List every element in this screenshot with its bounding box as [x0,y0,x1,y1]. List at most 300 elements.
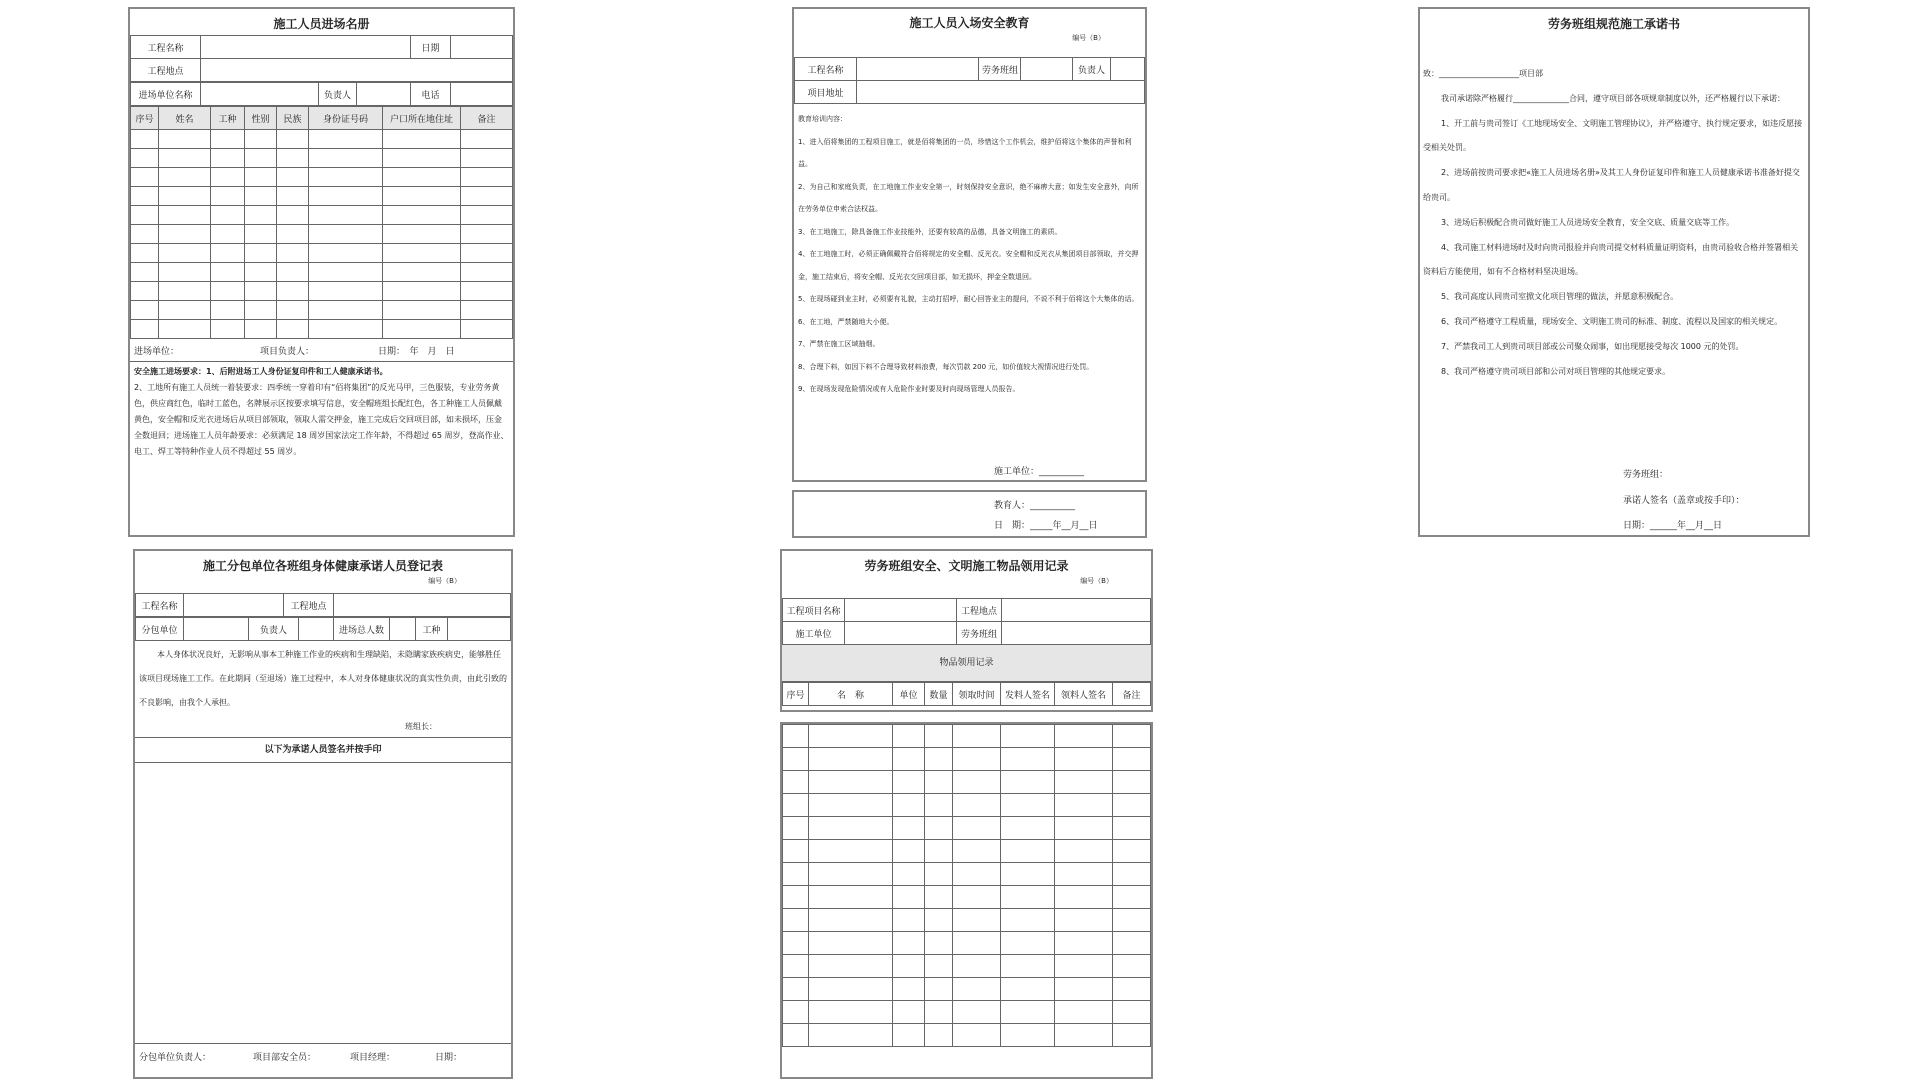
table-cell[interactable] [809,978,893,1001]
table-cell[interactable] [1113,817,1151,840]
table-cell[interactable] [783,978,809,1001]
supplies-rows [783,725,1151,1047]
field-leader[interactable] [299,618,334,641]
table-cell[interactable] [383,206,461,225]
document-supplies-record [780,549,1153,712]
table-cell[interactable] [1055,725,1113,748]
table-cell[interactable] [211,282,245,301]
education-item: 3、在工地施工，除具备施工作业技能外，还要有较高的品德，具备文明施工的素质。 [798,227,1062,236]
table-cell[interactable] [245,130,277,149]
supplies-column-table [782,682,1151,706]
table-cell[interactable] [383,320,461,339]
table-cell[interactable] [809,725,893,748]
table-cell[interactable] [131,301,159,320]
table-cell[interactable] [1055,771,1113,794]
col-header: 工种 [211,107,245,130]
table-cell[interactable] [1055,794,1113,817]
table-cell[interactable] [461,149,513,168]
table-cell[interactable] [809,863,893,886]
field-phone[interactable] [451,83,513,106]
table-cell[interactable] [783,909,809,932]
table-row [131,263,513,282]
table-cell[interactable] [1001,909,1055,932]
table-row [783,932,1151,955]
table-cell[interactable] [925,863,953,886]
label-phone: 电话 [411,83,451,106]
label-project-site: 工程地点 [131,59,201,82]
table-cell[interactable] [211,187,245,206]
table-cell[interactable] [893,955,925,978]
supplies-grid-table [782,724,1151,1047]
table-row [131,282,513,301]
table-cell[interactable] [131,263,159,282]
education-item: 2、为自己和家庭负责，在工地施工作业安全第一，时刻保持安全意识，绝不麻痹大意；如发生安全意外，向所在劳务单位申索合法权益。 [798,182,1139,213]
table-cell[interactable] [893,840,925,863]
table-cell[interactable] [277,282,309,301]
table-cell[interactable] [277,130,309,149]
sign-area[interactable] [135,763,511,1043]
table-cell[interactable] [211,320,245,339]
col-header: 数量 [925,683,953,706]
table-cell[interactable] [1113,863,1151,886]
table-cell[interactable] [383,149,461,168]
table-cell[interactable] [893,932,925,955]
table-cell[interactable] [461,187,513,206]
table-cell[interactable] [953,817,1001,840]
table-cell[interactable] [809,817,893,840]
pledge-item: 3、进场后积极配合贵司做好施工人员进场安全教育，安全交底、质量交底等工作。 [1441,217,1735,227]
table-cell[interactable] [245,149,277,168]
supplies-header-table [782,598,1151,645]
table-cell[interactable] [1113,1024,1151,1047]
table-cell[interactable] [245,320,277,339]
table-cell[interactable] [1001,932,1055,955]
table-cell[interactable] [309,282,383,301]
footer-unit: 进场单位： [134,347,180,357]
table-cell[interactable] [1001,863,1055,886]
table-cell[interactable] [159,149,211,168]
label-project-name: 工程名称 [131,36,201,59]
table-cell[interactable] [809,840,893,863]
table-cell[interactable] [953,909,1001,932]
table-cell[interactable] [309,206,383,225]
table-cell[interactable] [211,168,245,187]
table-cell[interactable] [309,130,383,149]
table-cell[interactable] [953,794,1001,817]
table-row [131,187,513,206]
table-cell[interactable] [159,168,211,187]
education-content [794,104,1145,405]
table-cell[interactable] [309,244,383,263]
table-cell[interactable] [1055,886,1113,909]
table-cell[interactable] [383,263,461,282]
table-cell[interactable] [159,320,211,339]
table-cell[interactable] [1001,817,1055,840]
table-cell[interactable] [893,886,925,909]
requirement-2: 2、工地所有施工人员统一着装要求：四季统一穿着印有“佰将集团”的反光马甲，三色服装，专业劳务黄色，供应商红色，临时工蓝色，名牌展示区按要求填写信息，安全帽班组长配红色，各工种施工人员佩戴黄色，安全帽和反光衣进场后从项目部领取，领取人需交押金，施工完成后交回项目部，如未损坏，压金全数退回；进场施工人员年龄要求：必须满足 18 周岁国家法定工作年龄，不得超过 65 周岁，登高作业、电工、焊工等特种作业人员不得超过 55 周岁。 [134,383,509,456]
table-row [131,225,513,244]
table-cell[interactable] [925,1001,953,1024]
table-cell[interactable] [131,130,159,149]
table-cell[interactable] [211,244,245,263]
table-cell[interactable] [277,187,309,206]
table-cell[interactable] [1113,886,1151,909]
table-cell[interactable] [277,263,309,282]
table-cell[interactable] [783,725,809,748]
label-team: 劳务班组 [957,622,1002,645]
pledge-item: 7、严禁我司工人到贵司项目部或公司聚众闹事，如出现愿接受每次 1000 元的处罚。 [1441,341,1744,351]
table-cell[interactable] [1055,955,1113,978]
health-header-table [135,593,511,617]
table-cell[interactable] [309,187,383,206]
field-project-name[interactable] [857,58,979,81]
table-cell[interactable] [1001,955,1055,978]
table-cell[interactable] [461,225,513,244]
table-cell[interactable] [893,794,925,817]
table-cell[interactable] [925,955,953,978]
table-cell[interactable] [309,263,383,282]
table-cell[interactable] [1113,955,1151,978]
table-cell[interactable] [953,955,1001,978]
footer-project-manager: 项目经理： [350,1053,396,1063]
table-cell[interactable] [211,263,245,282]
field-project-name[interactable] [845,599,957,622]
table-cell[interactable] [211,206,245,225]
table-cell[interactable] [461,301,513,320]
table-cell[interactable] [783,748,809,771]
table-cell[interactable] [309,320,383,339]
col-header: 名 称 [809,683,893,706]
table-cell[interactable] [1055,863,1113,886]
label-trade: 工种 [416,618,448,641]
table-cell[interactable] [809,909,893,932]
health-unit-table [135,617,511,641]
table-cell[interactable] [1113,932,1151,955]
table-cell[interactable] [809,932,893,955]
table-cell[interactable] [383,187,461,206]
table-row [783,1024,1151,1047]
table-cell[interactable] [277,149,309,168]
footer-safety-officer: 项目部安全员： [253,1053,317,1063]
table-cell[interactable] [783,840,809,863]
table-cell[interactable] [211,130,245,149]
table-cell[interactable] [809,771,893,794]
table-cell[interactable] [383,282,461,301]
table-cell[interactable] [131,282,159,301]
table-cell[interactable] [1001,1024,1055,1047]
supplies-title: 劳务班组安全、文明施工物品领用记录 [864,559,1069,573]
field-project-name[interactable] [184,594,284,617]
table-cell[interactable] [1001,1001,1055,1024]
table-cell[interactable] [159,282,211,301]
education-item: 9、在现场发现危险情况或有人危险作业时要及时向现场管理人员报告。 [798,385,1020,393]
table-cell[interactable] [245,263,277,282]
table-cell[interactable] [809,1001,893,1024]
field-unit-name[interactable] [201,83,319,106]
table-cell[interactable] [1113,840,1151,863]
table-cell[interactable] [893,1001,925,1024]
table-cell[interactable] [925,886,953,909]
table-cell[interactable] [893,817,925,840]
table-cell[interactable] [461,130,513,149]
table-cell[interactable] [309,168,383,187]
footer-manager: 项目负责人： [260,347,315,357]
document-pledge [1418,7,1810,537]
table-cell[interactable] [783,932,809,955]
table-cell[interactable] [1055,748,1113,771]
table-cell[interactable] [1001,771,1055,794]
education-item: 4、在工地施工时，必须正确佩戴符合佰将规定的安全帽、反光衣。安全帽和反光衣从集团项目部领取，并交押金，施工结束后，将安全帽、反光衣交回项目部，如无损坏，押金全数退回。 [798,250,1139,281]
table-cell[interactable] [1001,978,1055,1001]
table-cell[interactable] [461,206,513,225]
table-cell[interactable] [783,1001,809,1024]
table-cell[interactable] [809,1024,893,1047]
table-cell[interactable] [1113,978,1151,1001]
roster-header-table [130,35,513,82]
field-project-site[interactable] [1002,599,1151,622]
label-unit: 施工单位 [783,622,845,645]
field-team[interactable] [1021,58,1073,81]
table-cell[interactable] [159,301,211,320]
table-cell[interactable] [245,301,277,320]
table-cell[interactable] [309,149,383,168]
table-cell[interactable] [245,244,277,263]
table-cell[interactable] [245,168,277,187]
table-cell[interactable] [809,886,893,909]
table-cell[interactable] [131,149,159,168]
table-cell[interactable] [953,748,1001,771]
supplies-code: 编号（B） [1080,577,1113,585]
table-cell[interactable] [309,301,383,320]
table-row [783,748,1151,771]
table-cell[interactable] [783,817,809,840]
table-cell[interactable] [953,1024,1001,1047]
table-cell[interactable] [893,978,925,1001]
table-row [131,206,513,225]
table-row [131,301,513,320]
col-header: 领取时间 [953,683,1001,706]
table-cell[interactable] [131,244,159,263]
table-cell[interactable] [893,748,925,771]
table-cell[interactable] [1055,1001,1113,1024]
label-address: 项目地址 [795,81,857,104]
table-cell[interactable] [1055,840,1113,863]
table-cell[interactable] [925,978,953,1001]
table-cell[interactable] [461,282,513,301]
table-cell[interactable] [893,863,925,886]
table-cell[interactable] [1113,909,1151,932]
label-leader: 负责人 [319,83,357,106]
table-row [783,794,1151,817]
table-cell[interactable] [461,244,513,263]
table-cell[interactable] [277,320,309,339]
table-cell[interactable] [809,794,893,817]
table-cell[interactable] [461,320,513,339]
document-education-sign [792,490,1147,538]
col-header: 性别 [245,107,277,130]
table-cell[interactable] [925,771,953,794]
table-cell[interactable] [809,748,893,771]
table-cell[interactable] [245,225,277,244]
footer-sub-unit-leader: 分包单位负责人： [139,1053,212,1063]
table-cell[interactable] [925,817,953,840]
col-header: 备注 [461,107,513,130]
table-cell[interactable] [159,263,211,282]
table-cell[interactable] [277,244,309,263]
table-cell[interactable] [783,886,809,909]
table-cell[interactable] [953,978,1001,1001]
table-cell[interactable] [953,1001,1001,1024]
table-cell[interactable] [953,771,1001,794]
table-cell[interactable] [1001,748,1055,771]
label-headcount: 进场总人数 [334,618,390,641]
education-code: 编号（B） [1072,34,1105,42]
table-cell[interactable] [131,187,159,206]
table-cell[interactable] [383,225,461,244]
table-cell[interactable] [953,863,1001,886]
field-leader[interactable] [357,83,411,106]
table-row [783,840,1151,863]
table-cell[interactable] [1001,725,1055,748]
table-cell[interactable] [159,206,211,225]
table-cell[interactable] [1113,1001,1151,1024]
field-headcount[interactable] [390,618,416,641]
table-cell[interactable] [809,955,893,978]
table-cell[interactable] [159,244,211,263]
document-supplies-grid [780,722,1153,1079]
table-cell[interactable] [383,130,461,149]
table-cell[interactable] [925,1024,953,1047]
table-cell[interactable] [131,206,159,225]
field-team[interactable] [1002,622,1151,645]
table-cell[interactable] [1055,932,1113,955]
label-date: 日期 [411,36,451,59]
table-cell[interactable] [131,320,159,339]
table-cell[interactable] [1113,794,1151,817]
table-cell[interactable] [783,1024,809,1047]
table-cell[interactable] [953,725,1001,748]
table-cell[interactable] [925,932,953,955]
table-cell[interactable] [383,168,461,187]
table-row [783,978,1151,1001]
col-header: 单位 [893,683,925,706]
table-row [783,817,1151,840]
table-cell[interactable] [925,840,953,863]
label-sub-unit: 分包单位 [136,618,184,641]
table-cell[interactable] [309,225,383,244]
table-cell[interactable] [1055,978,1113,1001]
col-header: 身份证号码 [309,107,383,130]
document-roster [128,7,515,537]
table-cell[interactable] [1055,909,1113,932]
field-trade[interactable] [448,618,511,641]
table-cell[interactable] [159,187,211,206]
table-cell[interactable] [211,225,245,244]
table-row [783,771,1151,794]
table-cell[interactable] [1001,886,1055,909]
table-cell[interactable] [1113,725,1151,748]
field-sub-unit[interactable] [184,618,249,641]
table-cell[interactable] [893,771,925,794]
pledge-item: 6、我司严格遵守工程质量，现场安全、文明施工贵司的标准、制度、流程以及国家的相关规定。 [1441,316,1783,326]
table-cell[interactable] [953,886,1001,909]
table-cell[interactable] [893,725,925,748]
roster-unit-table [130,82,513,106]
table-row [131,320,513,339]
table-cell[interactable] [131,168,159,187]
table-cell[interactable] [783,863,809,886]
table-cell[interactable] [783,771,809,794]
field-project-site[interactable] [201,59,513,82]
roster-title: 施工人员进场名册 [273,17,370,31]
table-row [783,909,1151,932]
col-header: 发料人签名 [1001,683,1055,706]
table-cell[interactable] [783,794,809,817]
table-cell[interactable] [461,168,513,187]
table-cell[interactable] [925,725,953,748]
pledge-item: 5、我司高度认同贵司室掀文化项目管理的做法，并愿意积极配合。 [1441,292,1679,302]
table-cell[interactable] [211,149,245,168]
educator-line: 教育人：__________ [994,501,1076,511]
table-cell[interactable] [1113,771,1151,794]
table-cell[interactable] [211,301,245,320]
table-cell[interactable] [1055,817,1113,840]
field-date[interactable] [451,36,513,59]
table-cell[interactable] [383,244,461,263]
table-cell[interactable] [1113,748,1151,771]
table-cell[interactable] [277,301,309,320]
table-cell[interactable] [159,130,211,149]
table-cell[interactable] [893,909,925,932]
table-cell[interactable] [953,840,1001,863]
table-row [783,886,1151,909]
table-cell[interactable] [461,263,513,282]
field-leader[interactable] [1111,58,1145,81]
field-address[interactable] [857,81,1145,104]
pledge-title: 劳务班组规范施工承诺书 [1547,17,1680,31]
table-cell[interactable] [1001,840,1055,863]
table-cell[interactable] [925,909,953,932]
pledge-item: 1、开工前与贵司签订《工地现场安全、文明施工管理协议》，并严格遵守、执行规定要求，如违反愿接受相关处罚。 [1423,118,1803,153]
table-cell[interactable] [953,932,1001,955]
table-cell[interactable] [925,794,953,817]
table-cell[interactable] [131,225,159,244]
table-cell[interactable] [277,206,309,225]
table-cell[interactable] [159,225,211,244]
label-project-site: 工程地点 [957,599,1002,622]
pledge-date: 日期：______年__月__日 [1623,521,1723,531]
table-cell[interactable] [893,1024,925,1047]
table-cell[interactable] [383,301,461,320]
table-row [783,863,1151,886]
table-cell[interactable] [277,168,309,187]
field-project-name[interactable] [201,36,411,59]
roster-list-table [130,106,513,339]
field-unit[interactable] [845,622,957,645]
table-cell[interactable] [245,187,277,206]
education-header-table [794,57,1145,104]
label-team: 劳务班组 [979,58,1021,81]
field-project-site[interactable] [334,594,511,617]
pledge-item: 4、我司施工材料进场时及时向贵司报验并向贵司提交材料质量证明资料，由贵司验收合格并签署相关资料后方能使用，如有不合格材料坚决退场。 [1423,242,1799,277]
table-cell[interactable] [1055,1024,1113,1047]
table-cell[interactable] [277,225,309,244]
table-cell[interactable] [245,282,277,301]
table-cell[interactable] [1001,794,1055,817]
table-cell[interactable] [245,206,277,225]
table-cell[interactable] [783,955,809,978]
table-cell[interactable] [925,748,953,771]
